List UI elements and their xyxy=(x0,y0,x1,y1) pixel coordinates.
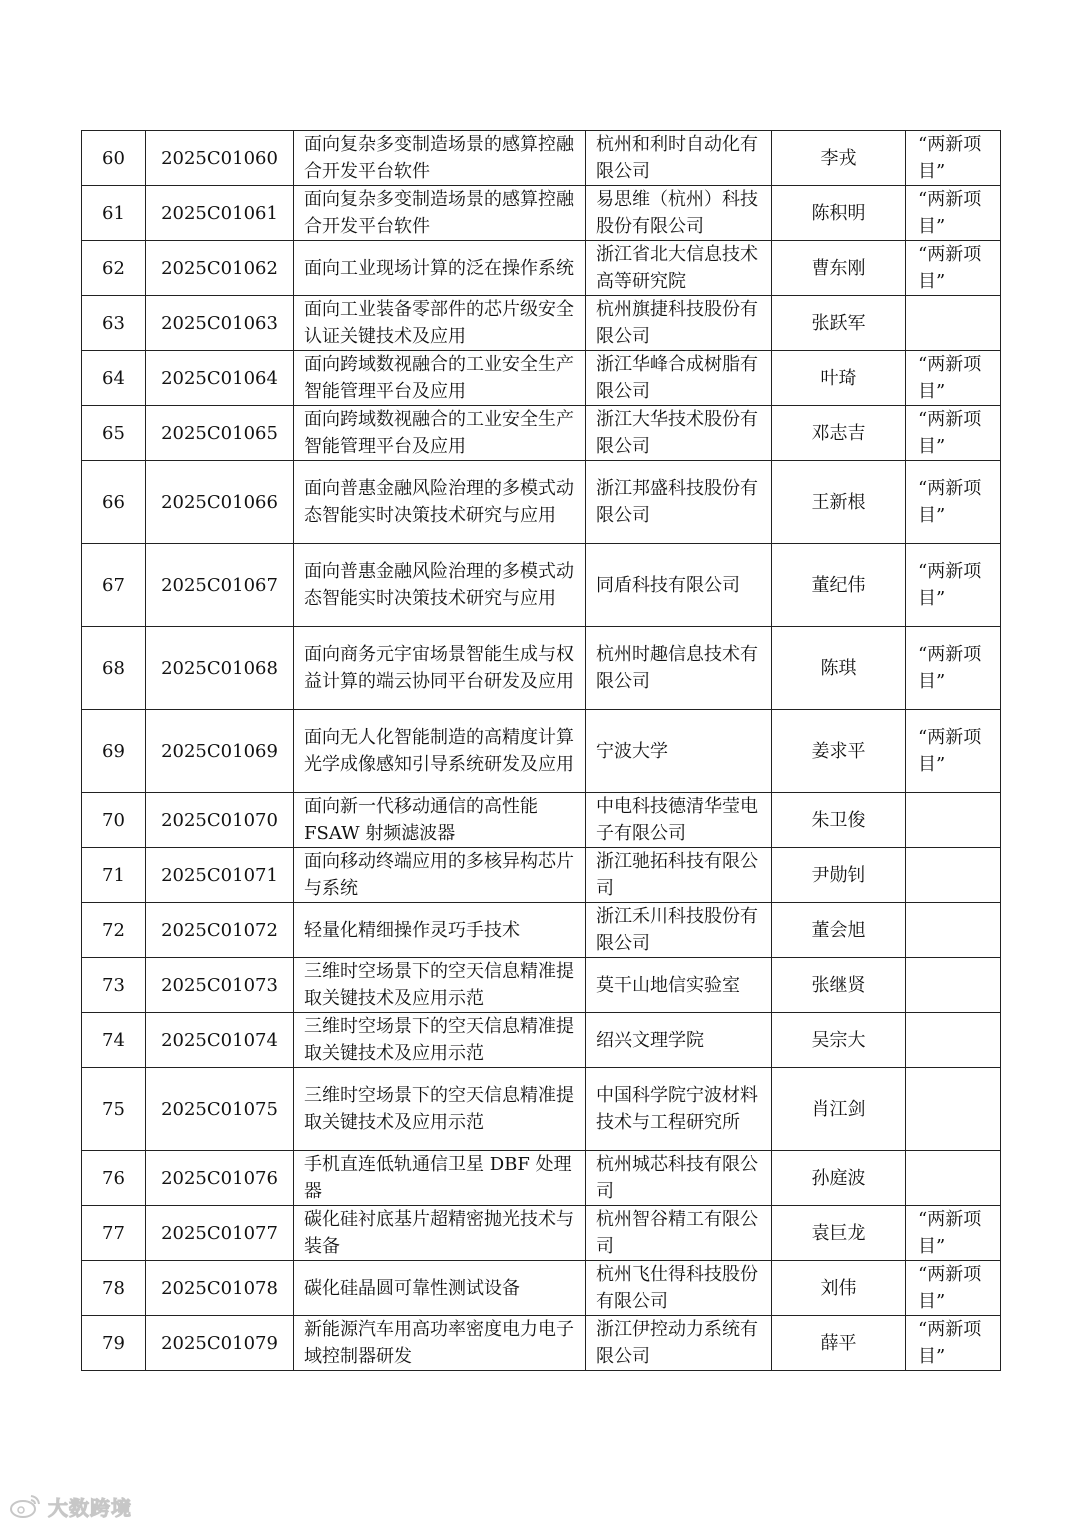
organization: 绍兴文理学院 xyxy=(586,1013,772,1068)
row-number: 64 xyxy=(82,351,146,406)
project-note xyxy=(906,1068,1001,1151)
organization: 中国科学院宁波材料技术与工程研究所 xyxy=(586,1068,772,1151)
table-row xyxy=(82,186,1001,241)
project-leader: 董会旭 xyxy=(772,903,906,958)
table-row xyxy=(82,1316,1001,1371)
table-row xyxy=(82,903,1001,958)
watermark-text: 大数跨境 xyxy=(48,1495,132,1520)
project-leader: 袁巨龙 xyxy=(772,1206,906,1261)
project-code: 2025C01073 xyxy=(146,958,294,1013)
project-note: “两新项目” xyxy=(906,544,1001,627)
row-number: 78 xyxy=(82,1261,146,1316)
row-number: 70 xyxy=(82,793,146,848)
row-number: 79 xyxy=(82,1316,146,1371)
project-code: 2025C01076 xyxy=(146,1151,294,1206)
project-note xyxy=(906,296,1001,351)
project-name: 面向跨域数视融合的工业安全生产智能管理平台及应用 xyxy=(294,351,586,406)
project-note: “两新项目” xyxy=(906,131,1001,186)
project-name: 面向普惠金融风险治理的多模式动态智能实时决策技术研究与应用 xyxy=(294,461,586,544)
project-code: 2025C01060 xyxy=(146,131,294,186)
project-note xyxy=(906,1151,1001,1206)
organization: 宁波大学 xyxy=(586,710,772,793)
project-leader: 张继贤 xyxy=(772,958,906,1013)
project-name: 碳化硅衬底基片超精密抛光技术与装备 xyxy=(294,1206,586,1261)
project-note: “两新项目” xyxy=(906,627,1001,710)
row-number: 71 xyxy=(82,848,146,903)
project-code: 2025C01077 xyxy=(146,1206,294,1261)
project-leader: 李戎 xyxy=(772,131,906,186)
project-note: “两新项目” xyxy=(906,1261,1001,1316)
project-code: 2025C01062 xyxy=(146,241,294,296)
project-code: 2025C01064 xyxy=(146,351,294,406)
project-note xyxy=(906,958,1001,1013)
table-row xyxy=(82,958,1001,1013)
project-name: 面向工业装备零部件的芯片级安全认证关键技术及应用 xyxy=(294,296,586,351)
project-note: “两新项目” xyxy=(906,1316,1001,1371)
project-name: 轻量化精细操作灵巧手技术 xyxy=(294,903,586,958)
table-row xyxy=(82,241,1001,296)
table-row xyxy=(82,1068,1001,1151)
project-code: 2025C01071 xyxy=(146,848,294,903)
project-name: 三维时空场景下的空天信息精准提取关键技术及应用示范 xyxy=(294,958,586,1013)
project-note: “两新项目” xyxy=(906,351,1001,406)
project-name: 三维时空场景下的空天信息精准提取关键技术及应用示范 xyxy=(294,1068,586,1151)
table-row xyxy=(82,848,1001,903)
organization: 杭州城芯科技有限公司 xyxy=(586,1151,772,1206)
project-note: “两新项目” xyxy=(906,186,1001,241)
project-name: 面向复杂多变制造场景的感算控融合开发平台软件 xyxy=(294,186,586,241)
row-number: 75 xyxy=(82,1068,146,1151)
organization: 杭州和利时自动化有限公司 xyxy=(586,131,772,186)
project-leader: 陈积明 xyxy=(772,186,906,241)
table-row xyxy=(82,1013,1001,1068)
project-code: 2025C01079 xyxy=(146,1316,294,1371)
project-code: 2025C01072 xyxy=(146,903,294,958)
row-number: 67 xyxy=(82,544,146,627)
organization: 易思维（杭州）科技股份有限公司 xyxy=(586,186,772,241)
project-leader: 刘伟 xyxy=(772,1261,906,1316)
project-name: 面向商务元宇宙场景智能生成与权益计算的端云协同平台研发及应用 xyxy=(294,627,586,710)
organization: 浙江华峰合成树脂有限公司 xyxy=(586,351,772,406)
watermark xyxy=(8,1490,148,1522)
project-note xyxy=(906,793,1001,848)
row-number: 72 xyxy=(82,903,146,958)
table-row xyxy=(82,131,1001,186)
project-note xyxy=(906,848,1001,903)
project-leader: 曹东刚 xyxy=(772,241,906,296)
project-leader: 朱卫俊 xyxy=(772,793,906,848)
project-leader: 薛平 xyxy=(772,1316,906,1371)
table-row xyxy=(82,351,1001,406)
organization: 杭州飞仕得科技股份有限公司 xyxy=(586,1261,772,1316)
row-number: 63 xyxy=(82,296,146,351)
project-name: 新能源汽车用高功率密度电力电子域控制器研发 xyxy=(294,1316,586,1371)
project-note: “两新项目” xyxy=(906,1206,1001,1261)
organization: 浙江禾川科技股份有限公司 xyxy=(586,903,772,958)
table-row xyxy=(82,793,1001,848)
project-code: 2025C01066 xyxy=(146,461,294,544)
organization: 浙江伊控动力系统有限公司 xyxy=(586,1316,772,1371)
table-row xyxy=(82,296,1001,351)
organization: 同盾科技有限公司 xyxy=(586,544,772,627)
project-code: 2025C01063 xyxy=(146,296,294,351)
project-code: 2025C01070 xyxy=(146,793,294,848)
project-code: 2025C01065 xyxy=(146,406,294,461)
table-row xyxy=(82,1206,1001,1261)
organization: 浙江邦盛科技股份有限公司 xyxy=(586,461,772,544)
project-name: 三维时空场景下的空天信息精准提取关键技术及应用示范 xyxy=(294,1013,586,1068)
project-leader: 邓志吉 xyxy=(772,406,906,461)
project-note: “两新项目” xyxy=(906,406,1001,461)
project-name: 面向跨域数视融合的工业安全生产智能管理平台及应用 xyxy=(294,406,586,461)
project-code: 2025C01074 xyxy=(146,1013,294,1068)
organization: 浙江大华技术股份有限公司 xyxy=(586,406,772,461)
row-number: 61 xyxy=(82,186,146,241)
project-name: 面向复杂多变制造场景的感算控融合开发平台软件 xyxy=(294,131,586,186)
project-list-table xyxy=(81,130,1001,1371)
project-note xyxy=(906,1013,1001,1068)
table-row xyxy=(82,1261,1001,1316)
table-row xyxy=(82,544,1001,627)
organization: 杭州旗捷科技股份有限公司 xyxy=(586,296,772,351)
organization: 杭州时趣信息技术有限公司 xyxy=(586,627,772,710)
row-number: 60 xyxy=(82,131,146,186)
project-leader: 王新根 xyxy=(772,461,906,544)
project-leader: 姜求平 xyxy=(772,710,906,793)
table-row xyxy=(82,461,1001,544)
table-row xyxy=(82,1151,1001,1206)
project-leader: 叶琦 xyxy=(772,351,906,406)
project-code: 2025C01078 xyxy=(146,1261,294,1316)
project-note xyxy=(906,903,1001,958)
project-leader: 肖江剑 xyxy=(772,1068,906,1151)
row-number: 73 xyxy=(82,958,146,1013)
row-number: 66 xyxy=(82,461,146,544)
organization: 中电科技德清华莹电子有限公司 xyxy=(586,793,772,848)
row-number: 77 xyxy=(82,1206,146,1261)
project-name: 面向新一代移动通信的高性能FSAW 射频滤波器 xyxy=(294,793,586,848)
project-code: 2025C01067 xyxy=(146,544,294,627)
row-number: 65 xyxy=(82,406,146,461)
table-row xyxy=(82,710,1001,793)
project-note: “两新项目” xyxy=(906,710,1001,793)
project-leader: 陈琪 xyxy=(772,627,906,710)
project-leader: 董纪伟 xyxy=(772,544,906,627)
project-note: “两新项目” xyxy=(906,241,1001,296)
project-code: 2025C01068 xyxy=(146,627,294,710)
project-leader: 孙庭波 xyxy=(772,1151,906,1206)
project-name: 面向普惠金融风险治理的多模式动态智能实时决策技术研究与应用 xyxy=(294,544,586,627)
project-leader: 张跃军 xyxy=(772,296,906,351)
project-name: 面向无人化智能制造的高精度计算光学成像感知引导系统研发及应用 xyxy=(294,710,586,793)
table-body xyxy=(82,131,1001,1371)
project-name: 手机直连低轨通信卫星 DBF 处理器 xyxy=(294,1151,586,1206)
project-leader: 吴宗大 xyxy=(772,1013,906,1068)
row-number: 62 xyxy=(82,241,146,296)
organization: 杭州智谷精工有限公司 xyxy=(586,1206,772,1261)
row-number: 74 xyxy=(82,1013,146,1068)
project-leader: 尹勋钊 xyxy=(772,848,906,903)
row-number: 68 xyxy=(82,627,146,710)
project-note: “两新项目” xyxy=(906,461,1001,544)
table-row xyxy=(82,406,1001,461)
organization: 浙江省北大信息技术高等研究院 xyxy=(586,241,772,296)
project-name: 面向工业现场计算的泛在操作系统 xyxy=(294,241,586,296)
organization: 莫干山地信实验室 xyxy=(586,958,772,1013)
row-number: 69 xyxy=(82,710,146,793)
organization: 浙江驰拓科技有限公司 xyxy=(586,848,772,903)
project-code: 2025C01061 xyxy=(146,186,294,241)
row-number: 76 xyxy=(82,1151,146,1206)
project-code: 2025C01069 xyxy=(146,710,294,793)
weibo-logo-icon xyxy=(8,1492,42,1520)
table-row xyxy=(82,627,1001,710)
project-name: 面向移动终端应用的多核异构芯片与系统 xyxy=(294,848,586,903)
project-code: 2025C01075 xyxy=(146,1068,294,1151)
project-name: 碳化硅晶圆可靠性测试设备 xyxy=(294,1261,586,1316)
